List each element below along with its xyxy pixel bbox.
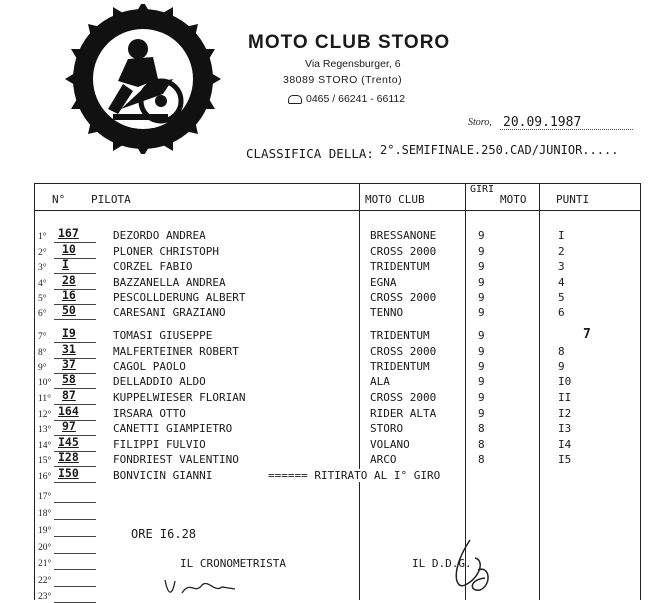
row-pilota: KUPPELWIESER FLORIAN bbox=[113, 391, 246, 404]
row-pilota: BONVICIN GIANNI bbox=[113, 469, 213, 482]
col-header-moto: MOTO bbox=[500, 193, 527, 206]
empty-row-underline bbox=[54, 553, 96, 554]
row-moto-club: VOLANO bbox=[370, 438, 410, 451]
row-giri: 9 bbox=[478, 407, 485, 420]
table-left-border bbox=[34, 183, 35, 600]
row-moto-club: CROSS 2000 bbox=[370, 391, 437, 404]
col-header-punti: PUNTI bbox=[556, 193, 590, 206]
row-position: 7° bbox=[38, 332, 47, 342]
row-bib-number: 16 bbox=[62, 288, 76, 302]
row-moto-club: TRIDENTUM bbox=[370, 329, 430, 342]
row-pilota: PLONER CHRISTOPH bbox=[113, 245, 219, 258]
row-punti: 9 bbox=[558, 360, 565, 373]
empty-row-position: 18° bbox=[38, 509, 52, 519]
table-divider-club bbox=[359, 183, 360, 600]
empty-row-underline bbox=[54, 502, 96, 503]
row-giri: 8 bbox=[478, 453, 485, 466]
row-pilota: PESCOLLDERUNG ALBERT bbox=[113, 291, 246, 304]
club-name: MOTO CLUB STORO bbox=[248, 32, 451, 53]
row-punti: I2 bbox=[558, 407, 572, 420]
row-position: 4° bbox=[38, 279, 47, 289]
phone-number: 0465 / 66241 - 66112 bbox=[306, 93, 406, 105]
row-punti: I bbox=[558, 229, 565, 242]
row-moto-club: RIDER ALTA bbox=[370, 407, 437, 420]
row-pilota: CANETTI GIAMPIETRO bbox=[113, 422, 233, 435]
row-position: 6° bbox=[38, 309, 47, 319]
row-giri: 9 bbox=[478, 329, 485, 342]
row-pilota: DELLADDIO ALDO bbox=[113, 375, 206, 388]
address-line-2: 38089 STORO (Trento) bbox=[283, 74, 403, 86]
row-bib-number: 87 bbox=[62, 388, 76, 402]
row-pilota: DEZORDO ANDREA bbox=[113, 229, 206, 242]
row-punti: I5 bbox=[558, 453, 572, 466]
col-header-pilota: PILOTA bbox=[91, 193, 131, 206]
row-position: 1° bbox=[38, 232, 47, 242]
row-punti: 2 bbox=[558, 245, 565, 258]
dg-signature-icon bbox=[440, 530, 500, 600]
row-giri: 9 bbox=[478, 391, 485, 404]
row-moto-club: TRIDENTUM bbox=[370, 260, 430, 273]
empty-row-position: 17° bbox=[38, 492, 52, 502]
row-punti: 6 bbox=[558, 306, 565, 319]
row-moto-club: ALA bbox=[370, 375, 390, 388]
row-giri: 9 bbox=[478, 245, 485, 258]
telephone-icon bbox=[288, 95, 302, 104]
empty-row-position: 19° bbox=[38, 526, 52, 536]
row-giri: 9 bbox=[478, 306, 485, 319]
row-pilota: BAZZANELLA ANDREA bbox=[113, 276, 226, 289]
row-bib-number: 50 bbox=[62, 303, 76, 317]
empty-row-position: 20° bbox=[38, 543, 52, 553]
dg-label: IL D.D.G. bbox=[412, 557, 472, 570]
row-punti: 7 bbox=[583, 327, 591, 342]
row-position: 14° bbox=[38, 441, 52, 451]
row-bib-number: 97 bbox=[62, 419, 76, 433]
row-position: 5° bbox=[38, 294, 47, 304]
row-moto-club: ARCO bbox=[370, 453, 397, 466]
row-position: 9° bbox=[38, 363, 47, 373]
table-right-border bbox=[640, 183, 641, 600]
table-header-border bbox=[34, 210, 641, 211]
row-position: 3° bbox=[38, 263, 47, 273]
row-punti: I0 bbox=[558, 375, 572, 388]
row-giri: 9 bbox=[478, 375, 485, 388]
empty-row-underline bbox=[54, 569, 96, 570]
empty-row-position: 22° bbox=[38, 576, 52, 586]
row-punti: 4 bbox=[558, 276, 565, 289]
row-position: 13° bbox=[38, 425, 52, 435]
row-punti: 8 bbox=[558, 345, 565, 358]
row-moto-club: CROSS 2000 bbox=[370, 291, 437, 304]
row-pilota: CORZEL FABIO bbox=[113, 260, 193, 273]
row-bib-number: I45 bbox=[58, 435, 79, 449]
row-bib-number: 167 bbox=[58, 226, 79, 240]
col-header-giri: GIRI bbox=[470, 184, 495, 195]
row-position: 10° bbox=[38, 378, 52, 388]
classifica-value: 2°.SEMIFINALE.250.CAD/JUNIOR..... bbox=[380, 143, 619, 157]
row-giri: 9 bbox=[478, 229, 485, 242]
row-bib-number: I50 bbox=[58, 466, 79, 480]
row-bib-number: 164 bbox=[58, 404, 79, 418]
empty-row-underline bbox=[54, 586, 96, 587]
row-giri: 9 bbox=[478, 260, 485, 273]
row-giri: 9 bbox=[478, 291, 485, 304]
row-moto-club: CROSS 2000 bbox=[370, 345, 437, 358]
row-bib-number: 31 bbox=[62, 342, 76, 356]
row-moto-club: TRIDENTUM bbox=[370, 360, 430, 373]
row-pilota: FONDRIEST VALENTINO bbox=[113, 453, 239, 466]
classifica-label: CLASSIFICA DELLA: bbox=[246, 146, 374, 161]
row-punti: 5 bbox=[558, 291, 565, 304]
row-punti: I3 bbox=[558, 422, 572, 435]
time-ore: ORE I6.28 bbox=[131, 527, 197, 541]
row-moto-club: STORO bbox=[370, 422, 404, 435]
empty-row-position: 23° bbox=[38, 592, 52, 602]
table-top-border bbox=[34, 183, 641, 184]
row-giri: 9 bbox=[478, 276, 485, 289]
table-divider-punti bbox=[539, 183, 540, 600]
row-punti: I4 bbox=[558, 438, 572, 451]
row-position: 11° bbox=[38, 394, 51, 404]
row-pilota: MALFERTEINER ROBERT bbox=[113, 345, 239, 358]
row-moto-club: EGNA bbox=[370, 276, 397, 289]
row-position: 2° bbox=[38, 248, 47, 258]
row-position: 15° bbox=[38, 456, 52, 466]
empty-row-underline bbox=[54, 519, 96, 520]
row-giri: 9 bbox=[478, 360, 485, 373]
row-giri: 8 bbox=[478, 438, 485, 451]
empty-row-underline bbox=[54, 536, 96, 537]
row-giri: 9 bbox=[478, 345, 485, 358]
empty-row-position: 21° bbox=[38, 559, 52, 569]
row-bib-number: 28 bbox=[62, 273, 76, 287]
row-punti: II bbox=[558, 391, 572, 404]
row-bib-number: I bbox=[62, 257, 69, 271]
row-underline bbox=[54, 482, 96, 483]
row-moto-club: CROSS 2000 bbox=[370, 245, 437, 258]
row-pilota: TOMASI GIUSEPPE bbox=[113, 329, 213, 342]
row-moto-club: BRESSANONE bbox=[370, 229, 437, 242]
row-pilota: CARESANI GRAZIANO bbox=[113, 306, 226, 319]
row-underline bbox=[54, 258, 96, 259]
row-pilota: FILIPPI FULVIO bbox=[113, 438, 206, 451]
date-label: Storo, bbox=[468, 117, 492, 128]
row-pilota: CAGOL PAOLO bbox=[113, 360, 186, 373]
row-pilota: IRSARA OTTO bbox=[113, 407, 186, 420]
row-position: 16° bbox=[38, 472, 52, 482]
row-punti: 3 bbox=[558, 260, 565, 273]
cronometrista-label: IL CRONOMETRISTA bbox=[180, 557, 286, 570]
date-value: 20.09.1987 bbox=[503, 115, 582, 130]
cronometrista-signature-icon bbox=[160, 575, 250, 600]
row-bib-number: I28 bbox=[58, 450, 79, 464]
phone-line bbox=[288, 93, 405, 105]
date-dotted-line bbox=[500, 129, 633, 130]
col-header-no: N° bbox=[52, 193, 66, 206]
address-line-1: Via Regensburger, 6 bbox=[305, 58, 401, 70]
row-position: 12° bbox=[38, 410, 52, 420]
row-bib-number: 37 bbox=[62, 357, 76, 371]
col-header-moto-club: MOTO CLUB bbox=[365, 193, 425, 206]
row-underline bbox=[54, 319, 96, 320]
row-position: 8° bbox=[38, 348, 47, 358]
moto-club-logo-icon bbox=[58, 4, 228, 154]
row-moto-club: TENNO bbox=[370, 306, 404, 319]
row-bib-number: 10 bbox=[62, 242, 76, 256]
row-bib-number: 58 bbox=[62, 372, 76, 386]
row-note: ====== RITIRATO AL I° GIRO bbox=[268, 469, 441, 482]
row-bib-number: I9 bbox=[62, 326, 76, 340]
row-giri: 8 bbox=[478, 422, 485, 435]
